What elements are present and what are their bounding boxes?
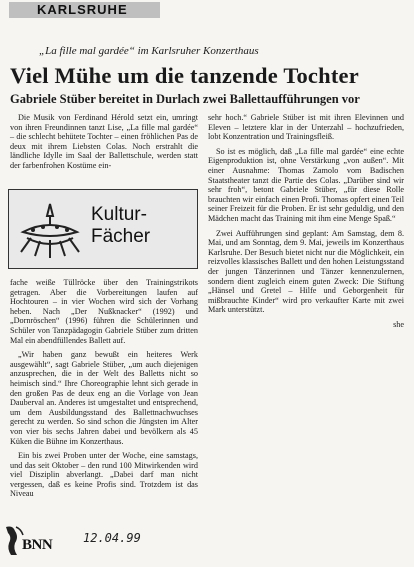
article-column-1-bottom: [10, 278, 198, 504]
headline: Viel Mühe um die tanzende Tochter: [10, 63, 359, 88]
kulturfaecher-logo: [13, 194, 87, 264]
paragraph: Die Musik von Ferdinand Hérold setzt ein, umringt von ihren Freundinnen tanzt Lise, „La fille mal gardée“ – die schlecht behütete Tochter – einen fröhlichen Pas de deux mit ihrem Liebsten Colas. Noch erstrahlt die ländliche Idylle im Saal der Ballettschule, werden statt der farbenfrohen Kostüme ein-: [10, 113, 198, 170]
paragraph: fache weiße Tüllröcke über den Trainingstrikots getragen. Aber die Vorbereitungen laufen auf Hochtouren – in vier Wochen wird sich der Vorhang heben. Nach „Der Nußknacker“ (1992) und „Dornröschen“ (1996) führen die Schülerinnen und Schüler von Tanzpädagogin Gabriele Stüber zum dritten Mal ein abendfüllendes Ballett auf.: [10, 278, 198, 345]
kulturfaecher-title: [91, 204, 195, 248]
article-column-2: [208, 113, 404, 329]
column-tail: she: [393, 319, 404, 329]
paragraph: So ist es möglich, daß „La fille mal gardée“ eine echte Eigenproduktion ist, ohne Verstärkung „von außen“. Mit einer Ausnahme: Thomas Zamolo vom Badischen Staatstheater tanzt die Partie des Colas. „Darüber sind wir sehr froh“, betont Gabriele Stüber, „für diese Rolle brauchten wir einfach einen Profi. Thomas opfert einen Teil seiner Freizeit für die Proben. Er ist sehr geduldig, und den Mädchen macht das Training mit ihm eine Menge Spaß.“: [208, 146, 404, 223]
paragraph: Zwei Aufführungen sind geplant: Am Samstag, dem 8. Mai, und am Sonntag, dem 9. Mai, jeweils im Konzerthaus Karlsruhe. Der Besuch bietet nicht nur die Möglichkeit, ein reizvolles klassisches Ballett und den hohen Leistungsstand der jungen Tänzerinnen und Tänzer kennenzulernen, sondern dient zugleich einem guten Zweck: Die Stiftung „Hänsel und Gretel – Hilfe und Geborgenheit für mißbrauchte Kinder“ wird pro verkaufter Karte mit zwei Mark unterstützt.: [208, 228, 404, 315]
kulturfaecher-line-1: Kultur-: [91, 204, 147, 225]
paragraph: „Wir haben ganz bewußt ein heiteres Werk ausgewählt“, sagt Gabriele Stüber, „um auch diejenigen anzusprechen, die in der Welt des Balletts nicht so heimisch sind.“ Ihre Choreographie lehnt sich gerade in den großen Pas de deux eng an die Vorlage von Jean Dauberval an. Anderes ist umgestaltet und entsprechend, um dem Ausbildungsstand des Ballettnachwuchses gerecht zu werden. So sind schon die Jüngsten im Alter von vier bis sechs Jahren dabei und bevölkern als 45 Küken die Bühne im Konzerthaus.: [10, 350, 198, 446]
kulturfaecher-box: [8, 189, 198, 269]
section-tag: KARLSRUHE: [9, 2, 160, 18]
bnn-logo-text: BNN: [22, 537, 53, 553]
kicker: „La fille mal gardée“ im Karlsruher Konzerthaus: [39, 45, 259, 57]
paragraph: sehr hoch.“ Gabriele Stüber ist mit ihren Elevinnen und Eleven – letztere klar in der Unterzahl – hochzufrieden, lobt Konzentration und Trainingsfleiß.: [208, 113, 404, 142]
article-column-1-top: [10, 113, 198, 176]
paragraph: Ein bis zwei Proben unter der Woche, eine samstags, und das seit Oktober – den rund 100 Mitwirkenden wird viel Disziplin abverlangt. „Dabei darf man nicht vergessen, daß es keine Profis sind. Trotzdem ist das Niveau: [10, 451, 198, 499]
subheadline: Gabriele Stüber bereitet in Durlach zwei Ballettaufführungen vor: [10, 92, 360, 106]
handwritten-date: 12.04.99: [83, 531, 141, 545]
kulturfaecher-line-2: Fächer: [91, 226, 151, 247]
